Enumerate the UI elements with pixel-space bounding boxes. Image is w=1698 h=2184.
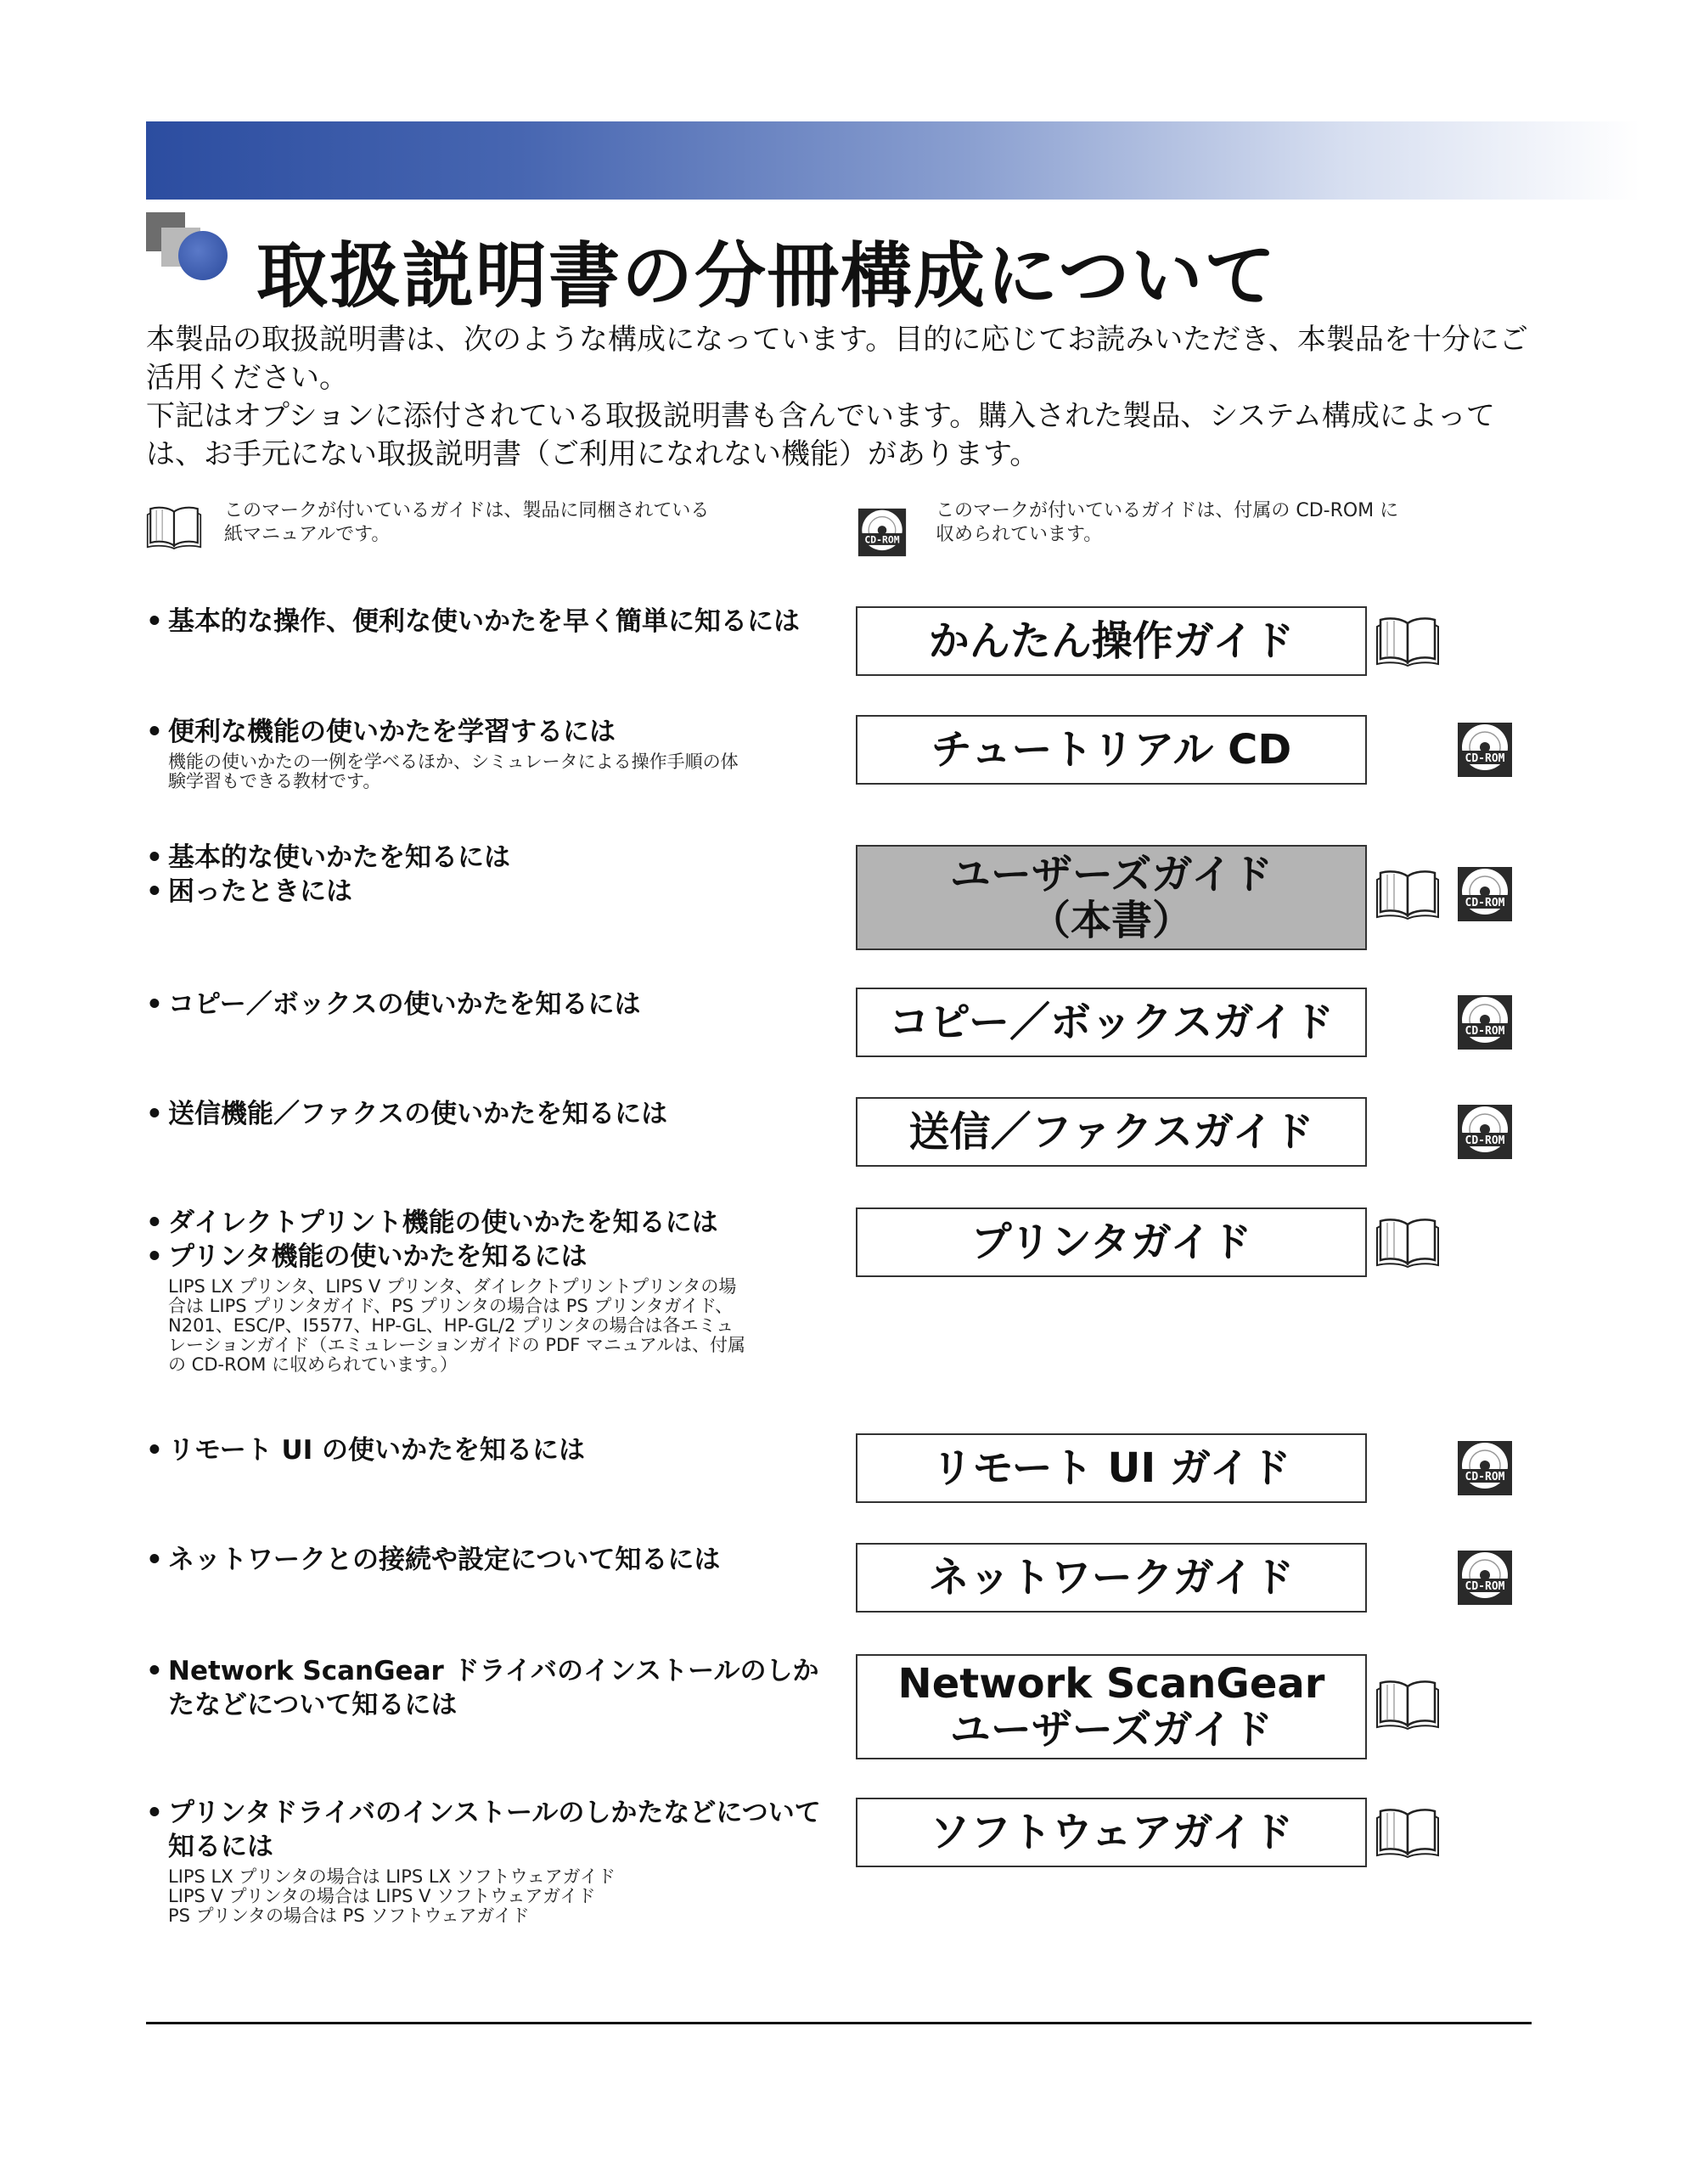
purpose-item: • プリンタ機能の使いかたを知るには bbox=[146, 1240, 842, 1274]
cd-rom-icon bbox=[1457, 722, 1513, 778]
book-icon bbox=[1375, 613, 1440, 667]
cd-rom-icon-label: CD-ROM bbox=[1465, 897, 1505, 909]
cd-rom-icon-label: CD-ROM bbox=[1465, 752, 1505, 765]
footer-rule bbox=[146, 2022, 1532, 2024]
note-line: レーションガイド（エミュレーションガイドの PDF マニュアルは、付属 bbox=[168, 1335, 746, 1355]
note-line: LIPS V プリンタの場合は LIPS V ソフトウェアガイド bbox=[168, 1886, 596, 1906]
legend-cdrom-line-1: このマークが付いているガイドは、付属の CD-ROM に bbox=[936, 500, 1399, 521]
cd-rom-icon bbox=[1457, 866, 1513, 922]
guide-title: リモート UI ガイド bbox=[931, 1444, 1291, 1492]
cd-rom-icon bbox=[1457, 1104, 1513, 1160]
purpose-item: • コピー／ボックスの使いかたを知るには bbox=[146, 988, 842, 1022]
note-line: LIPS LX プリンタの場合は LIPS LX ソフトウェアガイド bbox=[168, 1866, 616, 1887]
cd-rom-icon-label: CD-ROM bbox=[1465, 1471, 1505, 1483]
legend-book-line-2: 紙マニュアルです。 bbox=[224, 524, 391, 545]
cd-rom-icon-label: CD-ROM bbox=[1465, 1134, 1505, 1147]
guide-title-box bbox=[856, 606, 1367, 676]
purpose-item: • 基本的な操作、便利な使いかたを早く簡単に知るには bbox=[146, 605, 842, 639]
guide-title-box bbox=[856, 988, 1367, 1057]
purpose-note bbox=[146, 1277, 842, 1375]
intro-paragraph-1: 本製品の取扱説明書は、次のような構成になっています。目的に応じてお読みいただき、本製品を十分にご活用ください。 bbox=[146, 323, 1528, 395]
guide-title-box bbox=[856, 1097, 1367, 1167]
intro-text bbox=[146, 321, 1538, 474]
note-line: PS プリンタの場合は PS ソフトウェアガイド bbox=[168, 1905, 530, 1926]
book-icon bbox=[146, 503, 202, 550]
guide-title: ネットワークガイド bbox=[928, 1554, 1295, 1601]
guide-title: Network ScanGear bbox=[897, 1660, 1325, 1708]
purpose-item: • 困ったときには bbox=[146, 875, 842, 909]
book-icon bbox=[1375, 1214, 1440, 1269]
book-icon bbox=[1375, 1676, 1440, 1731]
purpose-item: • 基本的な使いかたを知るには bbox=[146, 841, 842, 875]
guide-title-subline: （本書） bbox=[1029, 897, 1193, 944]
guide-title: ソフトウェアガイド bbox=[929, 1809, 1294, 1856]
guide-title-box-current bbox=[856, 845, 1367, 950]
note-line: LIPS LX プリンタ、LIPS V プリンタ、ダイレクトプリントプリンタの場 bbox=[168, 1276, 737, 1297]
guide-title: 送信／ファクスガイド bbox=[908, 1108, 1314, 1156]
cd-rom-icon bbox=[1457, 994, 1513, 1050]
guide-title-box bbox=[856, 715, 1367, 785]
title-marker-icon bbox=[146, 212, 231, 297]
note-line: 合は LIPS プリンタガイド、PS プリンタの場合は PS プリンタガイド、 bbox=[168, 1296, 734, 1316]
note-line: 験学習もできる教材です。 bbox=[168, 771, 381, 791]
purpose-item: • リモート UI の使いかたを知るには bbox=[146, 1433, 842, 1467]
intro-paragraph-2: 下記はオプションに添付されている取扱説明書も含んでいます。購入された製品、システム構成によっては、お手元にない取扱説明書（ご利用になれない機能）があります。 bbox=[146, 399, 1495, 471]
book-icon bbox=[1375, 1804, 1440, 1859]
purpose-item: • ダイレクトプリント機能の使いかたを知るには bbox=[146, 1206, 842, 1240]
guide-title-box bbox=[856, 1207, 1367, 1277]
cd-rom-icon bbox=[1457, 1550, 1513, 1606]
note-line: 機能の使いかたの一例を学べるほか、シミュレータによる操作手順の体 bbox=[168, 751, 739, 772]
purpose-item: • Network ScanGear ドライバのインストールのしかたなどについて知るには bbox=[146, 1654, 842, 1722]
legend-book-line-1: このマークが付いているガイドは、製品に同梱されている bbox=[224, 500, 710, 521]
guide-title-subline: ユーザーズガイド bbox=[949, 1706, 1274, 1753]
legend-cdrom-line-2: 収められています。 bbox=[936, 524, 1103, 545]
purpose-item: • 便利な機能の使いかたを学習するには bbox=[146, 715, 842, 749]
note-line: の CD-ROM に収められています。） bbox=[168, 1354, 458, 1375]
cd-rom-icon-label: CD-ROM bbox=[864, 533, 900, 546]
guide-title-box bbox=[856, 1654, 1367, 1759]
purpose-item: • ネットワークとの接続や設定について知るには bbox=[146, 1543, 842, 1577]
book-icon bbox=[1375, 866, 1440, 920]
guide-title: プリンタガイド bbox=[970, 1219, 1252, 1266]
purpose-item: • 送信機能／ファクスの使いかたを知るには bbox=[146, 1097, 842, 1131]
note-line: N201、ESC/P、I5577、HP-GL、HP-GL/2 プリンタの場合は各エミュ bbox=[168, 1315, 734, 1336]
header-gradient-band bbox=[146, 121, 1640, 200]
purpose-item: • プリンタドライバのインストールのしかたなどについて知るには bbox=[146, 1796, 842, 1864]
guide-title-box bbox=[856, 1433, 1367, 1503]
cd-rom-icon-label: CD-ROM bbox=[1465, 1025, 1505, 1038]
guide-title: コピー／ボックスガイド bbox=[888, 999, 1335, 1046]
cd-rom-icon-label: CD-ROM bbox=[1465, 1580, 1505, 1593]
cd-rom-icon bbox=[1457, 1440, 1513, 1496]
purpose-note bbox=[146, 752, 842, 791]
guide-title: ユーザーズガイド bbox=[949, 851, 1274, 898]
page-title: 取扱説明書の分冊構成について bbox=[256, 234, 1278, 318]
cd-rom-icon bbox=[857, 508, 907, 557]
guide-title: チュートリアル CD bbox=[931, 726, 1292, 774]
guide-title-box bbox=[856, 1543, 1367, 1613]
guide-title: かんたん操作ガイド bbox=[928, 617, 1295, 665]
guide-title-box bbox=[856, 1798, 1367, 1867]
purpose-note bbox=[146, 1867, 842, 1926]
